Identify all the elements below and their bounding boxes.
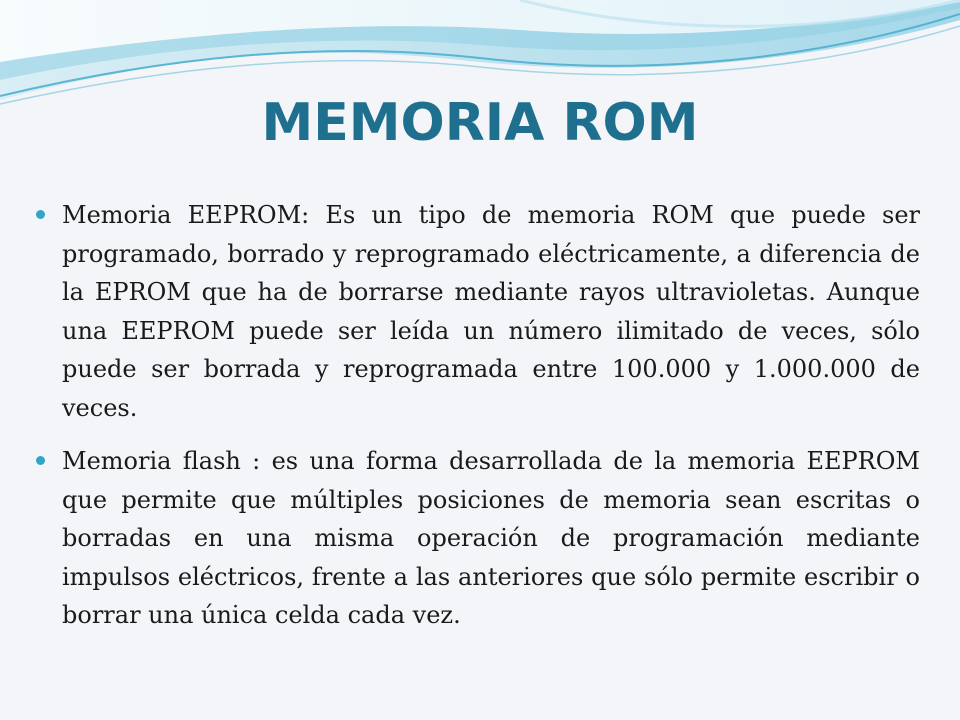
bullet-dot-icon bbox=[36, 210, 45, 219]
slide-title: MEMORIA ROM bbox=[261, 93, 699, 153]
bullet-text-flash: Memoria flash : es una forma desarrollada de la memoria EEPROM que permite que múltiples posiciones de memoria sean escritas o borradas en una misma operación de programación mediante impulsos eléctricos, frente a las anteriores que sólo permite escribir o borrar una única celda cada vez. bbox=[62, 447, 920, 629]
bullet-list bbox=[36, 196, 920, 650]
bullet-dot-icon bbox=[36, 456, 45, 465]
bullet-item-eeprom bbox=[36, 196, 920, 427]
bullet-item-flash bbox=[36, 442, 920, 635]
bullet-text-eeprom: Memoria EEPROM: Es un tipo de memoria ROM que puede ser programado, borrado y reprogramado eléctricamente, a diferencia de la EPROM que ha de borrarse mediante rayos ultravioletas. Aunque una EEPROM puede ser leída un número ilimitado de veces, sólo puede ser borrada y reprogramada entre 100.000 y 1.000.000 de veces. bbox=[62, 201, 920, 422]
